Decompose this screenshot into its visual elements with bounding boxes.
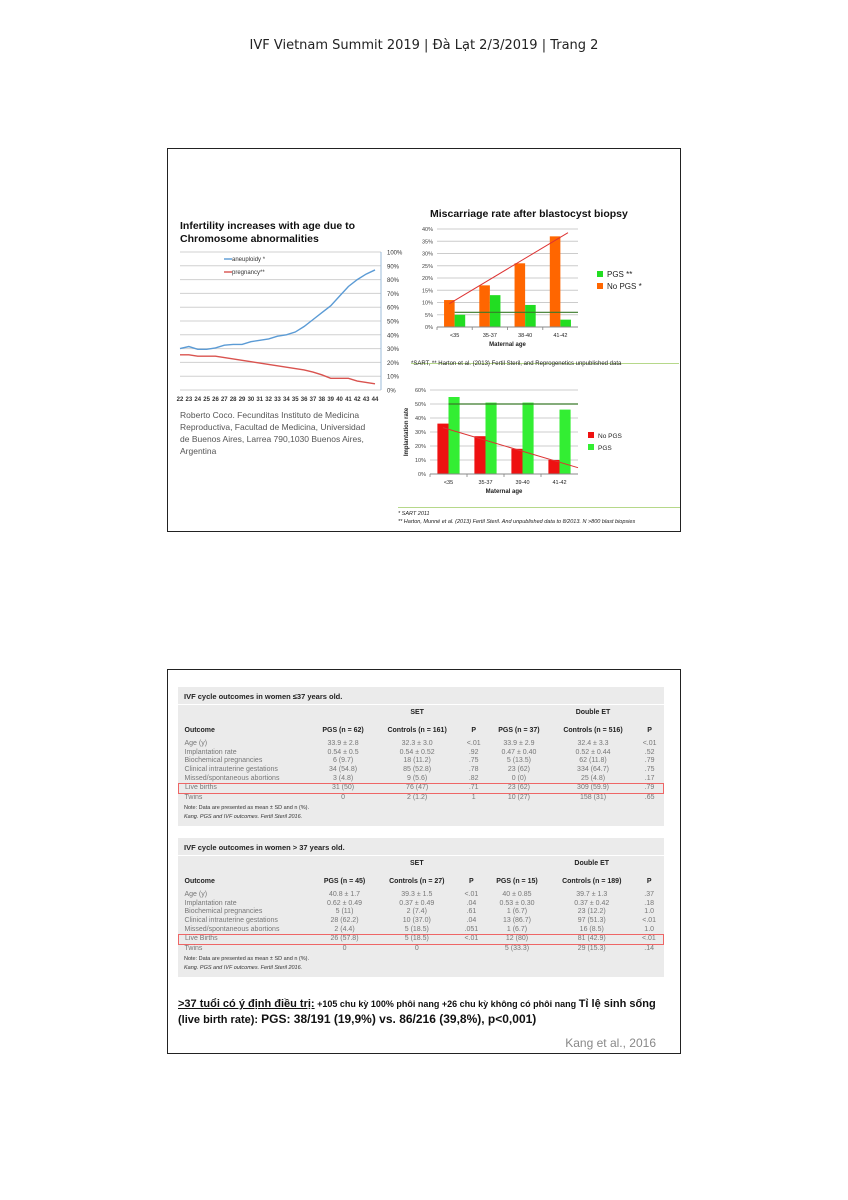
bar-pgs-0 [449,397,460,474]
x-tick-label: 24 [194,397,202,403]
table-cell: 28 (62.2) [330,916,359,924]
table-cell: 0.37 ± 0.42 [574,899,610,907]
table-cell: 10 (37.0) [402,916,431,924]
group-label: Double ET [574,860,610,867]
table-cell: 0.54 ± 0.5 [327,748,359,756]
table-cell: 0 [414,944,419,952]
header-row [179,723,664,741]
table-cell: 6 (9.7) [332,757,354,765]
table-cell: Twins [184,944,203,952]
divider [398,507,680,508]
x-tick-label: 38 [318,397,326,403]
table-cell: 32.4 ± 3.3 [577,740,609,748]
table-cell: 39.3 ± 1.5 [401,891,433,899]
table-cell: 5 (11) [335,908,354,916]
table-cell: 34 (54.8) [329,765,358,773]
y-tick-label: 20% [387,360,400,367]
legend-swatch [597,271,603,277]
x-tick-label: 35-37 [482,333,497,339]
y-tick-label: 100% [387,250,403,257]
table-cell: 0.52 ± 0.44 [575,748,611,756]
x-axis-label: Maternal age [489,342,526,348]
x-tick-label: 35 [291,397,299,403]
column-header: P [471,726,477,734]
group-header-row [179,856,664,874]
column-header: P [646,877,652,885]
table-cell: 85 (52.8) [403,765,432,773]
y-tick-label: 50% [414,402,426,408]
table-cell: .04 [466,916,477,924]
x-tick-label: 32 [265,397,272,403]
table-cell: 0.54 ± 0.52 [399,748,435,756]
table-row [179,766,664,775]
table-cell: 81 (42.9) [549,935,635,945]
table-cell: 0 (0) [511,774,527,782]
citation: Kang et al., 2016 [565,1036,656,1050]
table-cell: 0 [342,944,347,952]
legend-label: PGS [598,445,612,452]
table-cell: 3 (4.8) [332,774,354,782]
legend-label: aneuploidy * [232,257,266,263]
series-line-pregnancy [180,355,375,384]
y-tick-label: 60% [414,388,426,394]
x-tick-label: 42 [353,397,361,403]
legend-swatch [588,432,594,438]
table-cell: <.01 [635,935,664,945]
table-cell: .71 [460,784,488,794]
table-row [179,917,664,926]
table-note: Note: Data are presented as mean ± SD and n (%). [184,805,309,812]
chart-title: Miscarriage rate after blastocyst biopsy [430,208,628,220]
table-cell: 97 (51.3) [577,916,606,924]
outcomes-table [178,856,664,953]
table-cell: Live births [179,784,312,794]
credit-text: Roberto Coco. Fecunditas Instituto de Medicina Reproductiva, Facultad de Medicina, Universidad de Buenos Aires, Larrea 790,1030 Buenos Aires, Argentina [180,410,366,456]
table-row [179,900,664,909]
table-cell: <.01 [466,740,481,748]
y-tick-label: 35% [421,239,433,246]
line-chart-title: Infertility increases with age due to Chromosome abnormalities [180,220,356,245]
summary-lead: >37 tuổi có ý định điều trị: [178,998,315,1010]
bar-nopgs-0 [444,300,455,327]
summary-part2: Tỉ lệ sinh sống (live birth rate): [178,998,656,1026]
table-cell: Live Births [179,935,313,945]
table-row [179,740,664,749]
x-tick-label: 41-42 [552,480,567,486]
group-label: Double ET [575,709,611,716]
x-tick-label: 37 [309,397,317,403]
table-cell: Missed/spontaneous abortions [184,925,280,933]
legend-label: PGS ** [607,270,633,279]
bar-nopgs-0 [437,424,448,474]
x-tick-label: 35-37 [478,480,493,486]
table-row [179,784,664,794]
table-cell: 0 [341,793,345,801]
table-cell: 1.0 [644,925,655,933]
bar-pgs-3 [560,320,571,327]
summary-part1: +105 chu kỳ 100% phôi nang +26 chu kỳ không có phôi nang [314,999,579,1009]
legend-swatch [588,444,594,450]
table-cell: 26 (57.8) [313,935,376,945]
table-cell: 13 (86.7) [502,916,531,924]
x-tick-label: 30 [247,397,255,403]
x-tick-label: 22 [176,397,184,403]
table-row [179,926,664,935]
footnote-2b: ** Harton, Munné et al. (2013) Fertil Steril. And unpublished data to 8/2013. N >800 blast biopsies [398,519,636,525]
y-tick-label: 70% [387,291,400,298]
table-cell: 23 (12.2) [577,908,606,916]
table-cell [457,944,485,953]
footnote-2a: * SART 2011 [398,511,430,517]
table-cell: 76 (47) [374,784,459,794]
table-cell: Missed/spontaneous abortions [184,774,280,782]
aneuploidy-line-chart [170,240,403,410]
x-tick-label: 39-40 [515,480,530,486]
legend-label: pregnancy** [232,270,265,276]
table-cell: .79 [636,784,664,794]
y-axis-label: Implantation rate [404,407,410,457]
x-tick-label: 25 [203,397,210,403]
table-cell: 16 (8.5) [579,925,604,933]
table-cell: Biochemical pregnancies [184,757,263,765]
table-cell: 5 (33.3) [504,944,530,952]
y-tick-label: 40% [387,333,400,340]
bar-pgs-0 [455,315,466,327]
summary-text [178,997,673,1028]
y-tick-label: 0% [418,472,426,478]
table-cell: 32.3 ± 3.0 [401,740,433,748]
page-header: IVF Vietnam Summit 2019 | Đà Lạt 2/3/2019 | Trang 2 [249,38,599,53]
table-source: Kang. PGS and IVF outcomes. Fertil Steril 2016. [184,965,303,972]
table-row [179,944,664,953]
table-title: IVF cycle outcomes in women ≤37 years old. [178,690,664,705]
table-cell: 31 (50) [312,784,375,794]
column-header: PGS (n = 45) [323,877,366,885]
outcomes-table [178,705,664,802]
table-cell: 0.53 ± 0.30 [499,899,535,907]
table-cell: 5 (18.5) [376,935,457,945]
y-tick-label: 40% [414,416,426,422]
group-label: SET [409,860,424,867]
column-header: Outcome [184,877,215,885]
bar-nopgs-3 [550,236,561,327]
bar-nopgs-1 [479,285,490,327]
table-cell: 40 ± 0.85 [502,891,532,899]
trend-line [443,428,578,468]
table-cell: .17 [644,774,655,782]
table-cell: 1 [471,793,476,801]
table-cell: 2 (4.4) [334,925,355,933]
table-row [179,908,664,917]
column-header: Controls (n = 516) [563,726,623,734]
x-tick-label: 34 [283,397,290,403]
table-cell: 23 (62) [507,765,531,773]
y-tick-label: 10% [414,458,426,464]
header-row [179,874,664,892]
table-row [179,775,664,784]
x-tick-label: 31 [256,397,264,403]
footnote-2 [398,510,635,526]
table-cell: .14 [644,944,655,952]
table-cell: Age (y) [184,740,208,748]
column-header: Controls (n = 27) [389,877,445,885]
y-tick-label: 80% [387,278,400,285]
bar-nopgs-2 [515,263,526,327]
table-row [179,891,664,900]
implantation-bar-chart [398,382,683,504]
table-cell: .75 [644,765,655,773]
x-tick-label: <35 [443,480,454,486]
x-tick-label: 39 [327,397,335,403]
table-cell: 0.62 ± 0.49 [327,899,363,907]
table-cell: <.01 [642,916,657,924]
column-header: Controls (n = 161) [387,726,447,734]
table-cell: 23 (62) [488,784,551,794]
table-cell: 158 (31) [579,793,607,801]
y-tick-label: 40% [421,227,433,233]
x-tick-label: 23 [185,397,193,403]
y-tick-label: 25% [421,263,433,270]
x-tick-label: 26 [212,397,219,403]
table-cell: 40.8 ± 1.7 [328,891,361,899]
table-cell: Biochemical pregnancies [184,908,263,916]
table-cell: 39.7 ± 1.3 [576,891,608,899]
table-cell: 0.37 ± 0.49 [399,899,435,907]
table-cell: <.01 [457,935,485,945]
y-tick-label: 0% [425,325,433,331]
table-cell: <.01 [464,891,479,899]
table-cell: .18 [644,899,655,907]
table-cell: Implantation rate [184,899,237,907]
table-cell: 29 (15.3) [577,944,606,952]
y-tick-label: 10% [387,374,400,381]
y-tick-label: 20% [421,276,433,282]
table-note: Note: Data are presented as mean ± SD and n (%). [184,956,309,963]
table-cell: 1 (6.7) [506,908,528,916]
x-tick-label: <35 [449,333,460,339]
table-cell: 309 (59.9) [550,784,635,794]
table-cell: 62 (11.8) [579,757,607,765]
bar-pgs-2 [525,305,536,327]
y-tick-label: 30% [387,347,400,354]
table-gt37 [178,838,664,977]
bar-pgs-2 [523,403,534,474]
table-cell: Twins [184,793,203,801]
table-cell: 2 (7.4) [406,908,427,916]
table-cell: 18 (11.2) [403,757,431,765]
table-le37 [178,687,664,826]
column-header: PGS (n = 37) [498,726,540,734]
x-tick-label: 27 [220,397,228,403]
y-tick-label: 5% [425,312,433,319]
table-cell: 12 (80) [485,935,548,945]
table-cell: 25 (4.8) [580,774,606,782]
slide-2 [167,669,681,1054]
group-label: SET [410,709,424,716]
table-cell: 33.9 ± 2.9 [503,740,535,748]
table-cell: .78 [468,765,479,773]
y-tick-label: 30% [414,430,426,436]
miscarriage-bar-chart [400,200,685,350]
table-cell: 2 (1.2) [407,793,428,801]
x-tick-label: 44 [371,397,379,403]
table-cell: .051 [464,925,479,933]
x-tick-label: 33 [274,397,281,403]
table-cell: .82 [468,774,479,782]
y-tick-label: 60% [387,305,400,312]
table-source: Kang. PGS and IVF outcomes. Fertil Steril 2016. [184,814,303,821]
bar-nopgs-1 [474,436,485,474]
table-cell: 5 (18.5) [404,925,429,933]
y-tick-label: 15% [421,288,433,295]
legend-label: No PGS * [607,282,642,291]
column-header: PGS (n = 15) [496,877,538,885]
x-tick-label: 28 [229,397,237,403]
table-cell: 33.9 ± 2.8 [327,740,359,748]
column-header: PGS (n = 62) [322,726,364,734]
column-header: P [647,726,652,734]
table-cell: .61 [466,908,477,916]
table-cell: Clinical intrauterine gestations [184,916,278,924]
table-row [179,793,664,802]
table-cell: 0.47 ± 0.40 [501,748,537,756]
table-cell: .65 [644,793,655,801]
table-cell: .79 [644,757,655,765]
y-tick-label: 30% [421,251,433,258]
table-row [179,935,664,945]
table-row [179,757,664,766]
column-header: Controls (n = 189) [562,877,622,885]
table-cell: .04 [466,899,477,907]
y-tick-label: 10% [421,300,433,307]
bar-pgs-1 [490,295,501,327]
y-tick-label: 50% [387,319,400,326]
table-title: IVF cycle outcomes in women > 37 years old. [178,841,664,856]
table-cell: .92 [468,748,479,756]
x-tick-label: 41 [345,397,352,403]
legend-swatch [597,283,603,289]
x-tick-label: 41-42 [553,333,568,339]
y-tick-label: 90% [387,264,400,271]
table-cell: <.01 [642,740,657,748]
table-cell: 5 (13.5) [506,757,531,765]
x-tick-label: 29 [238,397,246,403]
table-cell: Clinical intrauterine gestations [184,765,278,773]
footnote-1: *SART, ** Harton et al. (2013) Fertil Steril, and Reprogenetics unpublished data [411,361,622,367]
series-line-aneuploidy [180,270,375,349]
x-tick-label: 40 [336,397,343,403]
bar-pgs-1 [486,403,497,474]
table-cell: 334 (64.7) [577,765,609,773]
summary-result: PGS: 38/191 (19,9%) vs. 86/216 (39,8%), p<0,001) [261,1012,537,1026]
x-tick-label: 36 [300,397,308,403]
bar-nopgs-2 [511,449,522,474]
legend-label: No PGS [598,433,622,440]
y-tick-label: 20% [414,444,426,450]
x-tick-label: 43 [362,397,370,403]
table-cell: Age (y) [184,891,208,899]
table-cell: .75 [468,757,479,765]
x-axis-label: Maternal age [485,489,523,495]
x-tick-label: 38-40 [518,333,533,339]
table-cell: .37 [644,891,655,899]
table-cell: 10 (27) [507,793,531,801]
table-cell: 1 (6.7) [506,925,528,933]
table-row [179,749,664,758]
table-cell: Implantation rate [184,748,237,756]
y-tick-label: 0% [387,388,396,395]
table-cell: 1.0 [644,908,655,916]
group-header-row [179,705,664,723]
table-cell: 9 (5.6) [407,774,428,782]
table-cell: .52 [644,748,655,756]
column-header: P [469,877,474,885]
column-header: Outcome [184,726,215,734]
